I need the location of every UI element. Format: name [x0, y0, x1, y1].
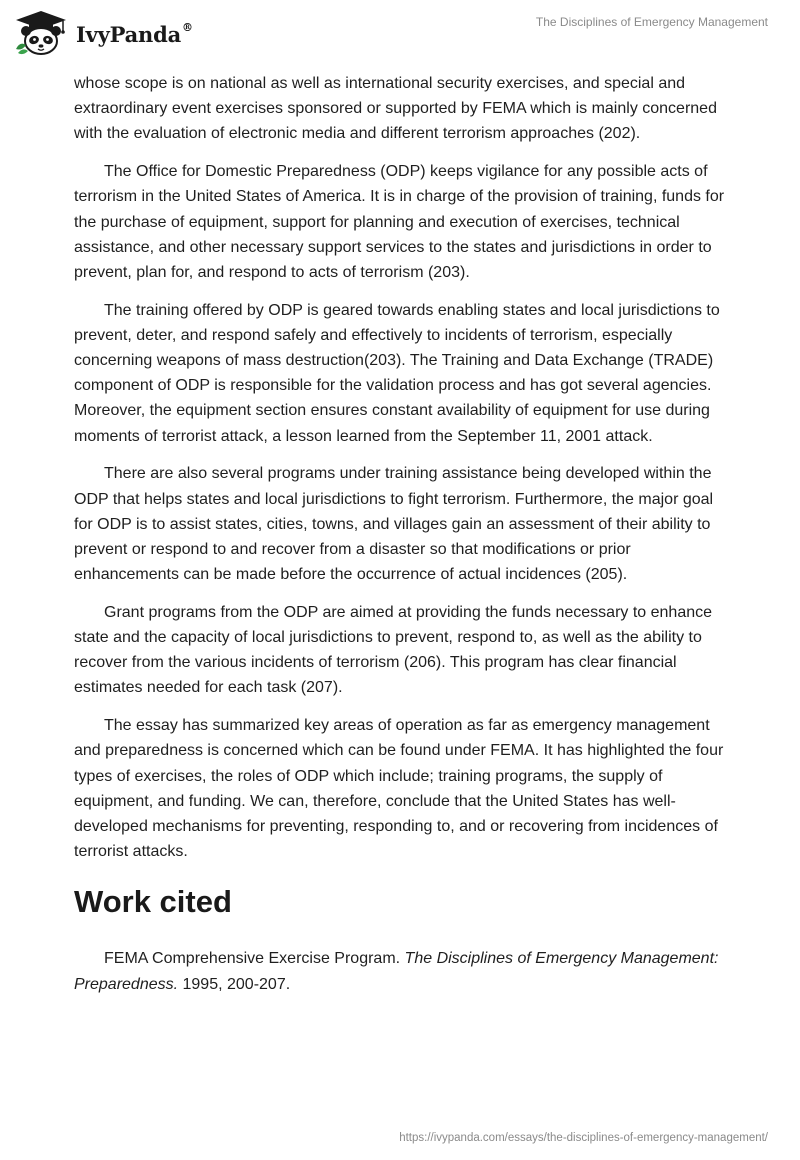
panda-graduation-cap-icon — [14, 9, 68, 57]
paragraph: The Office for Domestic Preparedness (ODP) keeps vigilance for any possible acts of terrorism in the United States of America. It is in charge of the provision of training, funds for the purchase of equipment, support for planning and execution of exercises, technical assistance, and other necessary support services to the states and jurisdictions in order to prevent, plan for, and respond to acts of terrorism (203). — [74, 163, 725, 281]
paragraph: The training offered by ODP is geared towards enabling states and local jurisdictions to prevent, deter, and respond safely and effectively to incidents of terrorism, especially concerning weapons of mass destruction(203). The Training and Data Exchange (TRADE) component of ODP is responsible for the validation process and has got several agencies. Moreover, the equipment section ensures constant availability of equipment for use during moments of terrorist attack, a lesson learned from the September 11, 2001 attack. — [74, 301, 720, 445]
source-url[interactable]: https://ivypanda.com/essays/the-disciplines-of-emergency-management/ — [399, 1132, 768, 1144]
works-cited-heading: Work cited — [74, 884, 232, 920]
essay-body — [74, 71, 726, 1009]
paragraph: The essay has summarized key areas of operation as far as emergency management and preparedness is concerned which can be found under FEMA. It has highlighted the four types of exercises, the roles of ODP which include; training programs, the supply of equipment, and funding. We can, therefore, conclude that the United States has well-developed mechanisms for preventing, responding to, and or recovering from incidences of terrorist attacks. — [74, 717, 724, 861]
citation-prefix: FEMA Comprehensive Exercise Program. — [104, 950, 405, 968]
paragraph: whose scope is on national as well as international security exercises, and special and extraordinary event exercises sponsored or supported by FEMA which is mainly concerned with the evaluation of electronic media and different terrorism approaches (202). — [74, 75, 717, 143]
document-title: The Disciplines of Emergency Management — [535, 15, 768, 29]
citation-entry — [74, 946, 726, 996]
citation-suffix: 1995, 200-207. — [178, 975, 291, 993]
registered-mark: ® — [182, 20, 193, 34]
brand-logo[interactable] — [14, 8, 193, 58]
brand-name: IvyPanda® — [76, 20, 193, 47]
paragraph: Grant programs from the ODP are aimed at providing the funds necessary to enhance state and the capacity of local jurisdictions to prevent, respond to, as well as the ability to recover from the various incidents of terrorism (206). This program has clear financial estimates needed for each task (207). — [74, 603, 713, 697]
paragraph: There are also several programs under training assistance being developed within the ODP that helps states and local jurisdictions to fight terrorism. Furthermore, the major goal for ODP is to assist states, cities, towns, and villages gain an assessment of their ability to prevent or respond to and recover from a disaster so that modifications or prior enhancements can be made before the occurrence of actual incidences (205). — [74, 465, 714, 584]
citation-title: The Disciplines of Emergency Management: Preparedness. — [74, 950, 719, 993]
page-header — [0, 0, 800, 72]
